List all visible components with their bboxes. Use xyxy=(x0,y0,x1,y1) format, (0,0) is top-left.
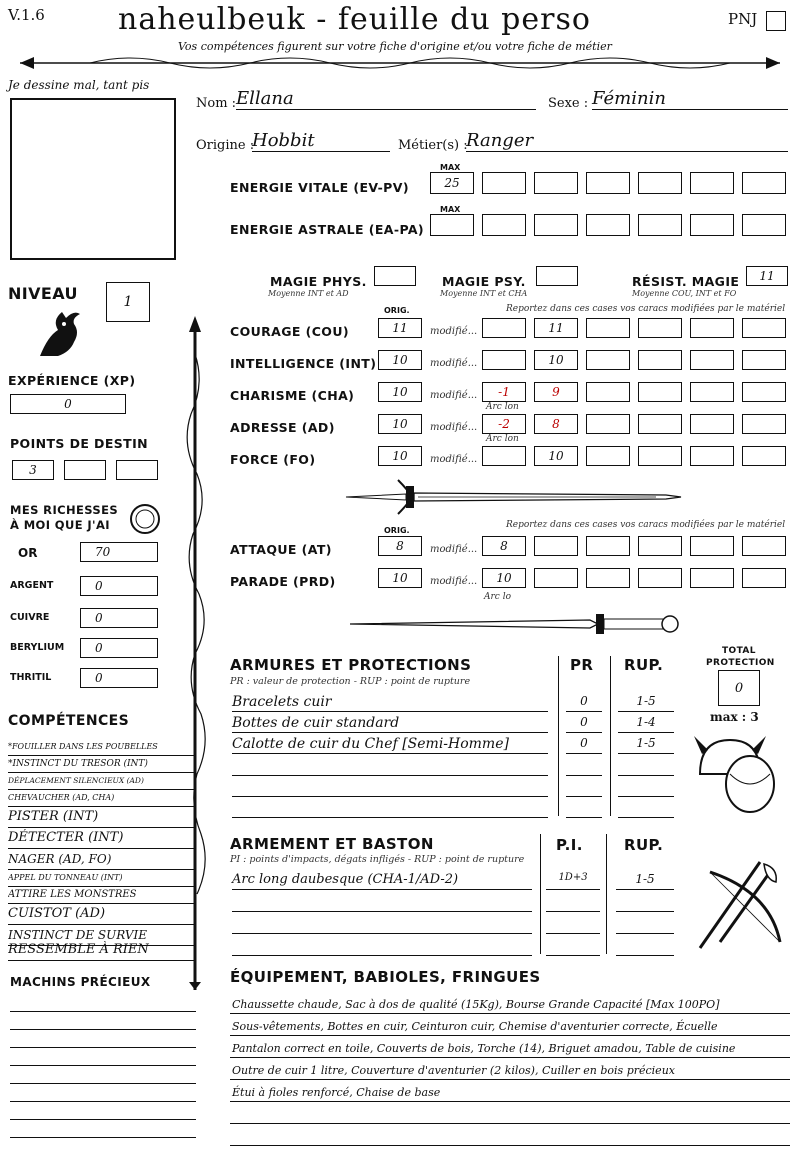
stat-mod-box[interactable] xyxy=(742,350,786,370)
competence-item: NAGER (AD, FO) xyxy=(8,850,196,870)
armure-name[interactable] xyxy=(232,779,548,797)
equipment-line[interactable]: Outre de cuir 1 litre, Couverture d'aventurier (2 kilos), Cuiller en bois précieux xyxy=(230,1062,790,1080)
ev-max-label: MAX xyxy=(440,163,461,172)
armure-pr[interactable] xyxy=(566,779,602,797)
money-label: BERYLIUM xyxy=(10,642,65,653)
stat-mod-box[interactable] xyxy=(690,446,734,466)
destin-box[interactable] xyxy=(116,460,158,480)
armure-pr[interactable]: 0 xyxy=(566,736,602,754)
machins-line[interactable] xyxy=(10,1066,196,1084)
armement-sub: PI : points d'impacts, dégats infligés - RUP : point de rupture xyxy=(230,854,525,865)
armure-rup[interactable]: 1-5 xyxy=(618,736,674,754)
portrait-caption: Je dessine mal, tant pis xyxy=(8,78,150,92)
stat-mod-box[interactable] xyxy=(742,318,786,338)
stat-mod-box[interactable] xyxy=(586,446,630,466)
magie-psy-sub: Moyenne INT et CHA xyxy=(440,289,528,298)
stat-mod-box[interactable] xyxy=(638,318,682,338)
armement-pi[interactable] xyxy=(546,938,600,956)
money-label: CUIVRE xyxy=(10,612,50,623)
stat-modifie-label: modifié... xyxy=(430,358,478,369)
combat-orig-box[interactable]: 8 xyxy=(378,536,422,556)
stat-mod-box[interactable]: 8 xyxy=(534,414,578,434)
niveau-label: NIVEAU xyxy=(8,284,78,303)
arrow-divider-top xyxy=(10,52,790,74)
magie-psy-label: MAGIE PSY. xyxy=(442,274,526,289)
competences-label: COMPÉTENCES xyxy=(8,713,130,729)
money-box[interactable]: 0 xyxy=(80,668,158,688)
ea-box[interactable] xyxy=(638,214,682,236)
stat-mod-box[interactable]: 9 xyxy=(534,382,578,402)
stat-orig-box[interactable]: 10 xyxy=(378,382,422,402)
combat-label: PARADE (PRD) xyxy=(230,574,336,589)
stat-mod-box[interactable] xyxy=(586,414,630,434)
stat-mod-box[interactable] xyxy=(742,446,786,466)
ea-box[interactable] xyxy=(742,214,786,236)
equipment-line[interactable] xyxy=(230,1106,790,1124)
destin-label: POINTS DE DESTIN xyxy=(10,436,149,451)
armure-pr[interactable]: 0 xyxy=(566,694,602,712)
equipment-line[interactable]: Étui à fioles renforcé, Chaise de base xyxy=(230,1084,790,1102)
portrait-frame[interactable] xyxy=(10,98,176,260)
metier-label: Métier(s) : xyxy=(398,138,468,153)
stat-mod-box[interactable] xyxy=(638,350,682,370)
money-box[interactable]: 70 xyxy=(80,542,158,562)
stat-mod-box[interactable]: 11 xyxy=(534,318,578,338)
ev-label: ENERGIE VITALE (EV-PV) xyxy=(230,180,409,195)
sword-divider-icon xyxy=(340,606,685,642)
equipment-line[interactable]: Chaussette chaude, Sac à dos de qualité (15Kg), Bourse Grande Capacité [Max 100PO] xyxy=(230,996,790,1014)
competence-item: APPEL DU TONNEAU (INT) xyxy=(8,871,196,887)
weapons-icon xyxy=(690,852,786,956)
stat-orig-box[interactable]: 11 xyxy=(378,318,422,338)
coin-icon xyxy=(128,502,162,536)
max-protection: max : 3 xyxy=(710,710,759,724)
money-label: ARGENT xyxy=(10,580,54,591)
competence-item: DÉPLACEMENT SILENCIEUX (AD) xyxy=(8,774,196,790)
ev-box[interactable] xyxy=(534,172,578,194)
competence-item: ATTIRE LES MONSTRES xyxy=(8,888,196,904)
stat-mod-box[interactable] xyxy=(690,414,734,434)
armure-pr-header: PR xyxy=(570,656,594,674)
competence-item: INSTINCT DE SURVIE xyxy=(8,926,196,946)
machins-label: MACHINS PRÉCIEUX xyxy=(10,975,151,989)
combat-mod-note: Arc lo xyxy=(484,592,511,602)
stat-mod-box[interactable] xyxy=(638,382,682,402)
ea-label: ENERGIE ASTRALE (EA-PA) xyxy=(230,222,425,237)
ea-box[interactable] xyxy=(534,214,578,236)
combat-orig-label: ORIG. xyxy=(384,526,410,535)
armure-rup[interactable] xyxy=(618,800,674,818)
machins-line[interactable] xyxy=(10,1048,196,1066)
origine-label: Origine : xyxy=(196,138,255,153)
machins-line[interactable] xyxy=(10,1084,196,1102)
version-label: V.1.6 xyxy=(8,6,45,24)
combat-mod-box[interactable] xyxy=(690,568,734,588)
equipment-line[interactable]: Pantalon correct en toile, Couverts de bois, Torche (14), Briguet amadou, Table de cuisine xyxy=(230,1040,790,1058)
ev-box[interactable] xyxy=(482,172,526,194)
armement-name[interactable] xyxy=(232,894,532,912)
stat-mod-box[interactable] xyxy=(742,382,786,402)
stat-mod-box[interactable] xyxy=(482,350,526,370)
stats-orig-label: ORIG. xyxy=(384,306,410,315)
col-divider xyxy=(558,656,559,816)
armement-name[interactable] xyxy=(232,916,532,934)
page-title: naheulbeuk - feuille du perso xyxy=(118,2,591,37)
armement-rup[interactable] xyxy=(616,894,674,912)
armure-name[interactable]: Bracelets cuir xyxy=(232,694,548,712)
destin-box[interactable]: 3 xyxy=(12,460,54,480)
machins-line[interactable] xyxy=(10,994,196,1012)
armure-sub: PR : valeur de protection - RUP : point de rupture xyxy=(230,676,471,687)
competence-item: *INSTINCT DU TRESOR (INT) xyxy=(8,757,196,773)
stat-mod-box[interactable]: -1 xyxy=(482,382,526,402)
stat-mod-box[interactable]: 10 xyxy=(534,446,578,466)
ea-max-box[interactable] xyxy=(430,214,474,236)
magie-phys-label: MAGIE PHYS. xyxy=(270,274,367,289)
pnj-checkbox[interactable] xyxy=(766,11,786,31)
armement-rup-header: RUP. xyxy=(624,836,664,854)
combat-label: ATTAQUE (AT) xyxy=(230,542,332,557)
money-label: OR xyxy=(18,546,38,560)
sexe-label: Sexe : xyxy=(548,96,589,111)
competence-item: PISTER (INT) xyxy=(8,808,196,828)
equipment-line[interactable] xyxy=(230,1128,790,1146)
machins-line[interactable] xyxy=(10,1102,196,1120)
competence-item: RESSEMBLE À RIEN xyxy=(8,941,196,961)
stat-mod-box[interactable] xyxy=(482,446,526,466)
armement-title: ARMEMENT ET BASTON xyxy=(230,835,434,853)
armure-title: ARMURES ET PROTECTIONS xyxy=(230,656,472,674)
richesses-label-1: MES RICHESSES xyxy=(10,503,119,517)
ea-box[interactable] xyxy=(690,214,734,236)
armure-pr[interactable] xyxy=(566,800,602,818)
armement-pi-header: P.I. xyxy=(556,836,583,854)
machins-line[interactable] xyxy=(10,1012,196,1030)
stat-label: FORCE (FO) xyxy=(230,452,316,467)
dragon-icon xyxy=(32,306,82,362)
stat-mod-box[interactable]: -2 xyxy=(482,414,526,434)
stat-mod-note: Arc lon xyxy=(486,434,519,444)
stat-mod-box[interactable] xyxy=(586,318,630,338)
stat-mod-note: Arc lon xyxy=(486,402,519,412)
total-protection-box[interactable]: 0 xyxy=(718,670,760,706)
combat-mod-box[interactable] xyxy=(742,536,786,556)
competence-item: *FOUILLER DANS LES POUBELLES xyxy=(8,740,196,756)
resist-magie-box[interactable]: 11 xyxy=(746,266,788,286)
stat-mod-box[interactable] xyxy=(638,446,682,466)
combat-mod-box[interactable] xyxy=(742,568,786,588)
magie-phys-sub: Moyenne INT et AD xyxy=(268,289,349,298)
metier-field[interactable]: Ranger xyxy=(466,130,788,152)
combat-mod-box[interactable] xyxy=(638,568,682,588)
ev-box[interactable] xyxy=(690,172,734,194)
combat-note: Reportez dans ces cases vos caracs modifiées par le matériel xyxy=(506,520,786,530)
combat-mod-box[interactable] xyxy=(534,536,578,556)
resist-magie-label: RÉSIST. MAGIE xyxy=(632,274,740,289)
pnj-label: PNJ xyxy=(728,10,758,28)
stat-modifie-label: modifié... xyxy=(430,326,478,337)
armure-name[interactable]: Bottes de cuir standard xyxy=(232,715,548,733)
armement-name[interactable] xyxy=(232,938,532,956)
competence-item: CUISTOT (AD) xyxy=(8,905,196,925)
ev-max-box[interactable]: 25 xyxy=(430,172,474,194)
page-subtitle: Vos compétences figurent sur votre fiche d'origine et/ou votre fiche de métier xyxy=(178,40,612,53)
stat-label: COURAGE (COU) xyxy=(230,324,349,339)
stat-mod-box[interactable] xyxy=(690,318,734,338)
armement-rup[interactable] xyxy=(616,916,674,934)
stat-mod-box[interactable]: 10 xyxy=(534,350,578,370)
ea-max-label: MAX xyxy=(440,205,461,214)
armure-pr[interactable] xyxy=(566,758,602,776)
money-box[interactable]: 0 xyxy=(80,608,158,628)
armement-pi[interactable]: 1D+3 xyxy=(546,872,600,890)
stat-mod-box[interactable] xyxy=(638,414,682,434)
combat-mod-box[interactable]: 10 xyxy=(482,568,526,588)
stat-mod-box[interactable] xyxy=(742,414,786,434)
stat-label: INTELLIGENCE (INT) xyxy=(230,356,377,371)
combat-mod-box[interactable] xyxy=(638,536,682,556)
armement-name[interactable]: Arc long daubesque (CHA-1/AD-2) xyxy=(232,872,532,890)
armure-name[interactable] xyxy=(232,800,548,818)
combat-mod-box[interactable]: 8 xyxy=(482,536,526,556)
armure-pr[interactable]: 0 xyxy=(566,715,602,733)
combat-mod-box[interactable] xyxy=(586,568,630,588)
armement-pi[interactable] xyxy=(546,894,600,912)
stat-orig-box[interactable]: 10 xyxy=(378,350,422,370)
stat-mod-box[interactable] xyxy=(690,382,734,402)
machins-line[interactable] xyxy=(10,1030,196,1048)
machins-line[interactable] xyxy=(10,1120,196,1138)
armure-rup[interactable]: 1-5 xyxy=(618,694,674,712)
resist-magie-sub: Moyenne COU, INT et FO xyxy=(632,289,737,298)
ev-box[interactable] xyxy=(638,172,682,194)
stat-label: ADRESSE (AD) xyxy=(230,420,335,435)
richesses-label-2: À MOI QUE J'AI xyxy=(10,518,110,532)
col-divider xyxy=(606,834,607,954)
stats-note: Reportez dans ces cases vos caracs modifiées par le matériel xyxy=(506,304,786,314)
money-box[interactable]: 0 xyxy=(80,638,158,658)
equipment-line[interactable]: Sous-vêtements, Bottes en cuir, Ceinturon cuir, Chemise d'aventurier correcte, Écuelle xyxy=(230,1018,790,1036)
armure-rup[interactable] xyxy=(618,779,674,797)
helmet-shield-icon xyxy=(690,724,780,816)
sword-divider-icon xyxy=(336,476,686,518)
armure-name[interactable]: Calotte de cuir du Chef [Semi-Homme] xyxy=(232,736,548,754)
stat-modifie-label: modifié... xyxy=(430,454,478,465)
xp-label: EXPÉRIENCE (XP) xyxy=(8,373,136,388)
combat-mod-box[interactable] xyxy=(586,536,630,556)
nom-field[interactable]: Ellana xyxy=(236,88,536,110)
stat-mod-box[interactable] xyxy=(586,382,630,402)
magie-psy-box[interactable] xyxy=(536,266,578,286)
origine-field[interactable]: Hobbit xyxy=(252,130,390,152)
stat-label: CHARISME (CHA) xyxy=(230,388,355,403)
competence-item: DÉTECTER (INT) xyxy=(8,829,196,849)
ea-box[interactable] xyxy=(482,214,526,236)
money-label: THRITIL xyxy=(10,672,52,683)
armure-rup[interactable]: 1-4 xyxy=(618,715,674,733)
stat-orig-box[interactable]: 10 xyxy=(378,446,422,466)
niveau-box[interactable]: 1 xyxy=(106,282,150,322)
total-protection-label-2: PROTECTION xyxy=(706,658,775,668)
nom-label: Nom : xyxy=(196,96,237,111)
total-protection-label-1: TOTAL xyxy=(722,646,756,656)
armement-rup[interactable]: 1-5 xyxy=(616,872,674,890)
competence-item: CHEVAUCHER (AD, CHA) xyxy=(8,791,196,807)
ev-box[interactable] xyxy=(742,172,786,194)
stat-modifie-label: modifié... xyxy=(430,422,478,433)
armure-rup[interactable] xyxy=(618,758,674,776)
col-divider xyxy=(540,834,541,954)
destin-box[interactable] xyxy=(64,460,106,480)
magie-phys-box[interactable] xyxy=(374,266,416,286)
equipement-title: ÉQUIPEMENT, BABIOLES, FRINGUES xyxy=(230,968,541,986)
col-divider xyxy=(610,656,611,816)
stat-mod-box[interactable] xyxy=(482,318,526,338)
stat-mod-box[interactable] xyxy=(586,350,630,370)
combat-mod-box[interactable] xyxy=(690,536,734,556)
xp-box[interactable]: 0 xyxy=(10,394,126,414)
armement-pi[interactable] xyxy=(546,916,600,934)
stat-mod-box[interactable] xyxy=(690,350,734,370)
combat-mod-box[interactable] xyxy=(534,568,578,588)
stat-modifie-label: modifié... xyxy=(430,390,478,401)
stat-orig-box[interactable]: 10 xyxy=(378,414,422,434)
ea-box[interactable] xyxy=(586,214,630,236)
combat-modifie-label: modifié... xyxy=(430,576,478,587)
combat-orig-box[interactable]: 10 xyxy=(378,568,422,588)
armure-rup-header: RUP. xyxy=(624,656,664,674)
sexe-field[interactable]: Féminin xyxy=(592,88,788,110)
money-box[interactable]: 0 xyxy=(80,576,158,596)
ev-box[interactable] xyxy=(586,172,630,194)
armement-rup[interactable] xyxy=(616,938,674,956)
combat-modifie-label: modifié... xyxy=(430,544,478,555)
armure-name[interactable] xyxy=(232,758,548,776)
